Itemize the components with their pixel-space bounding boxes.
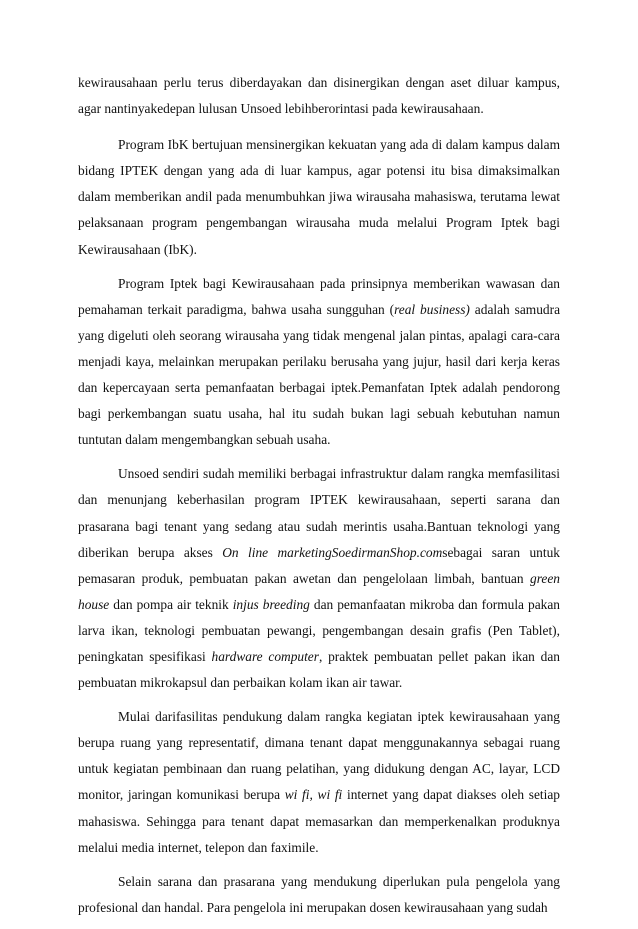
text-run: dan pompa air teknik <box>109 596 233 612</box>
paragraph <box>78 704 560 861</box>
italic-text: , <box>179 570 183 586</box>
text-run: pembuatan pakan awetan dan pengelolaan limbah, bantuan <box>182 570 530 586</box>
paragraph <box>78 132 560 262</box>
italic-text: green house <box>78 570 560 612</box>
text-run: kewirausahaan perlu terus diberdayakan dan disinergikan dengan aset diluar kampus, agar nantinyakedepan lulusan Unsoed lebihberorintasi pada kewirausahaan. <box>78 75 560 117</box>
text-run: , praktek pembuatan pellet pakan ikan dan pembuatan mikrokapsul dan perbaikan kolam ikan air tawar. <box>78 648 560 691</box>
text-run: Program Iptek bagi Kewirausahaan pada prinsipnya memberikan wawasan dan pemahaman terkait paradigma, bahwa usaha sungguhan ( <box>78 275 560 317</box>
paragraph <box>78 271 560 454</box>
paragraph <box>78 869 560 921</box>
paragraph <box>78 70 560 122</box>
italic-text: real business) <box>394 301 470 317</box>
italic-text: injus breeding <box>232 596 310 612</box>
text-run: internet yang dapat diakses oleh setiap mahasiswa. Sehingga para tenant dapat memasarkan dan memperkenalkan produknya melalui media internet, telepon dan faximile. <box>78 787 560 855</box>
text-run: Mulai darifasilitas pendukung dalam rangka kegiatan iptek kewirausahaan yang berupa ruang yang representatif, dimana tenant dapat menggunakannya sebagai ruang untuk kegiatan pembinaan dan ruang pelatihan, yang didukung dengan AC, layar, LCD monitor, jaringan komunikasi berupa <box>78 709 560 803</box>
italic-text: hardware computer <box>211 648 319 664</box>
text-run: adalah samudra yang digeluti oleh seorang wirausaha yang tidak mengenal jalan pintas, apalagi cara-cara menjadi kaya, melainkan merupakan perilaku berusaha yang jujur, hasil dari kerja keras dan kepercayaan serta pemanfaatan berbagai iptek.Pemanfatan Iptek adalah pendorong bagi perkembangan suatu usaha, hal itu sudah bukan lagi sebuah kebutuhan namun tuntutan dalam mengembangkan sebuah usaha. <box>78 301 561 448</box>
text-run: dan pemanfaatan mikroba dan formula pakan larva ikan, teknologi pembuatan pewangi, pengembangan desain grafis (Pen Tablet), peningkatan spesifikasi <box>78 596 560 664</box>
text-run: Selain sarana dan prasarana yang mendukung diperlukan pula pengelola yang profesional dan handal. Para pengelola ini merupakan dosen kewirausahaan yang sudah <box>78 873 560 915</box>
document-page <box>78 70 560 929</box>
text-run: sebagai saran untuk pemasaran produk <box>78 544 560 586</box>
paragraph <box>78 461 560 696</box>
text-run: Unsoed sendiri sudah memiliki berbagai infrastruktur dalam rangka memfasilitasi dan menunjang keberhasilan program IPTEK kewirausahaan, seperti sarana dan prasarana bagi tenant yang sedang atau sudah merintis usaha.Bantuan teknologi yang diberikan berupa akses <box>78 466 560 560</box>
text-run: Program IbK bertujuan mensinergikan kekuatan yang ada di dalam kampus dalam bidang IPTEK dengan yang ada di luar kampus, agar potensi itu bisa dimaksimalkan dalam memberikan andil pada menumbuhkan jiwa wirausaha mahasiswa, terutama lewat pelaksanaan program pengembangan wirausaha muda melalui Program Iptek bagi Kewirausahaan (IbK). <box>78 137 560 257</box>
italic-text: On line marketingSoedirmanShop.com <box>222 544 443 560</box>
italic-text: wi fi, wi fi <box>284 787 343 803</box>
